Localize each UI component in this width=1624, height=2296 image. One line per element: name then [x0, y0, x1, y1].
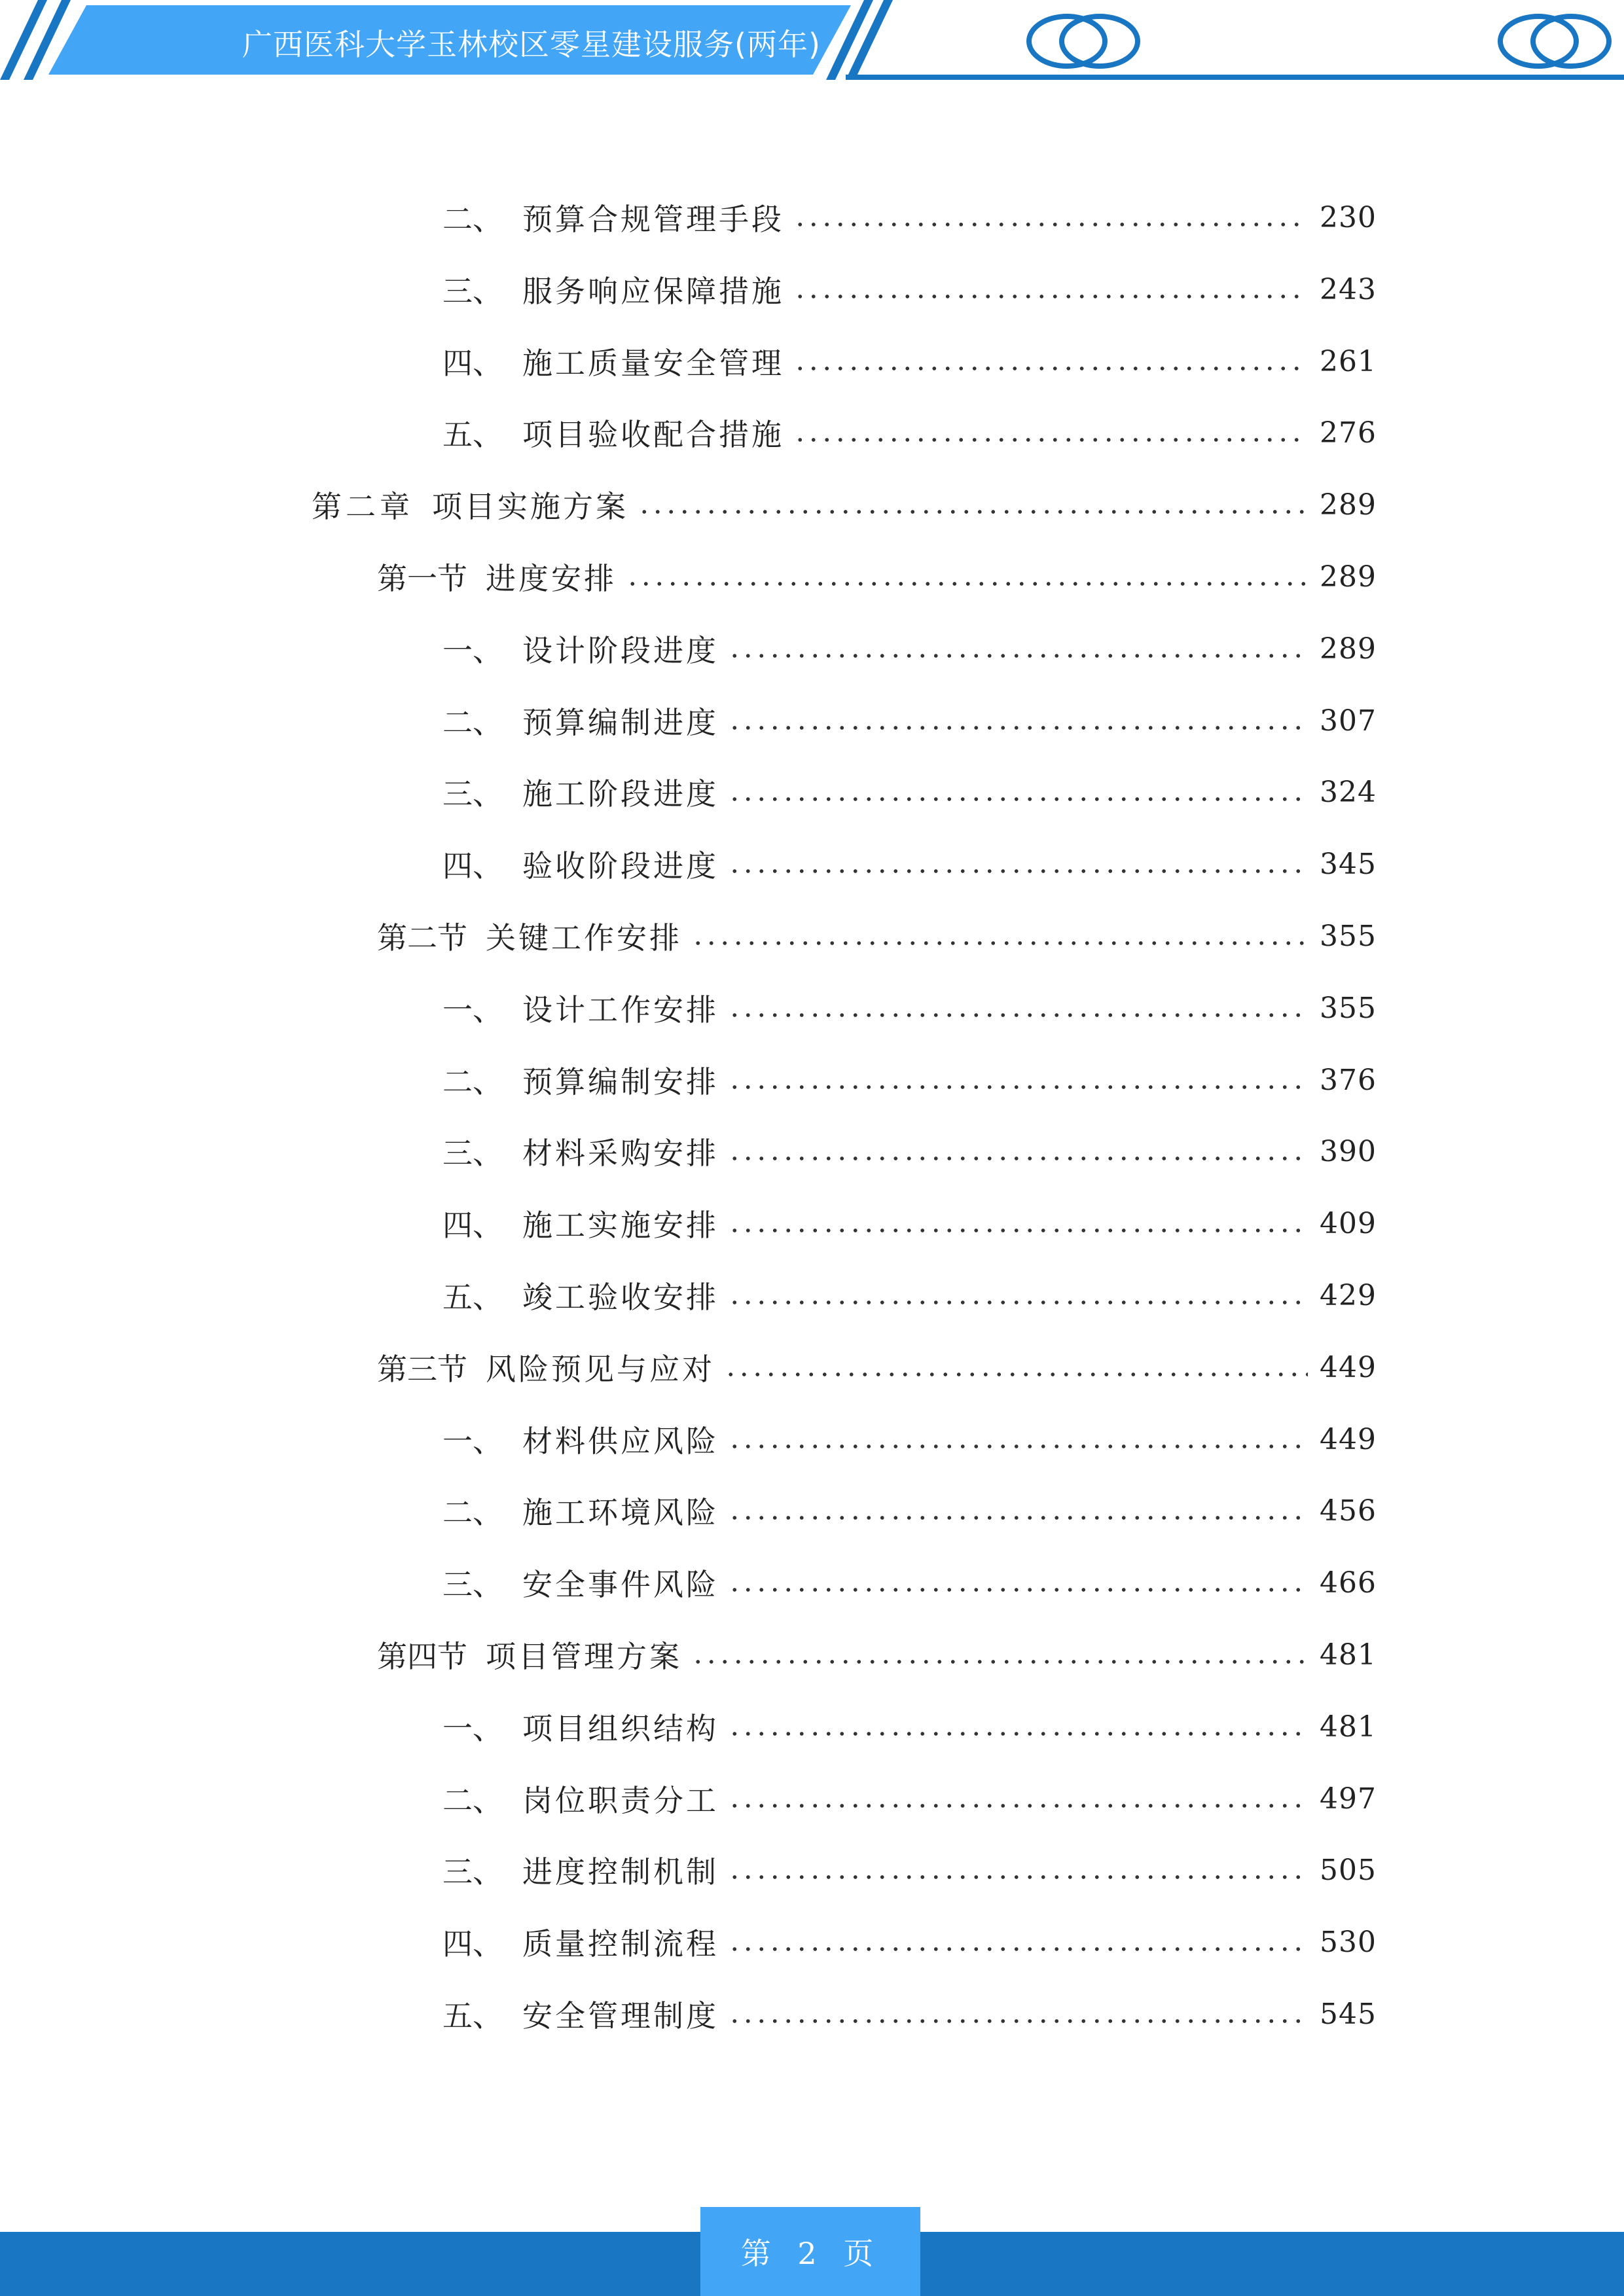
- toc-entry-number: 四、: [442, 1926, 503, 1962]
- toc-entry[interactable]: [442, 1844, 1377, 1896]
- toc-dot-leader: [691, 1659, 1308, 1664]
- toc-entry-page: 390: [1320, 1134, 1377, 1168]
- toc-entry-title: 岗位职责分工: [522, 1783, 719, 1818]
- toc-entry-title: 施工环境风险: [522, 1495, 719, 1530]
- toc-entry-page: 289: [1320, 488, 1377, 522]
- toc-dot-leader: [724, 1372, 1308, 1377]
- toc-entry[interactable]: [442, 838, 1377, 890]
- toc-entry[interactable]: [442, 766, 1377, 818]
- toc-entry[interactable]: [442, 1269, 1377, 1321]
- toc-entry[interactable]: [442, 1413, 1377, 1465]
- page-header: [0, 0, 1624, 85]
- toc-dot-leader: [728, 1946, 1308, 1952]
- toc-entry[interactable]: [442, 1484, 1377, 1537]
- toc-entry-number: 五、: [442, 417, 503, 452]
- toc-entry-number: 二、: [442, 1495, 503, 1530]
- toc-dot-leader: [793, 294, 1308, 299]
- toc-entry[interactable]: [442, 694, 1377, 747]
- header-rings-logo-icon: [1021, 12, 1146, 71]
- toc-entry-number: 二、: [442, 705, 503, 740]
- toc-entry-title: 施工质量安全管理: [522, 346, 784, 381]
- header-bottom-rule: [846, 75, 1624, 80]
- toc-entry-title: 项目管理方案: [486, 1639, 682, 1674]
- toc-entry-title: 进度控制机制: [522, 1854, 719, 1890]
- toc-entry-number: 四、: [442, 346, 503, 381]
- toc-entry-page: 466: [1320, 1566, 1377, 1600]
- toc-entry-title: 进度安排: [486, 561, 617, 596]
- toc-entry-number: 五、: [442, 1280, 503, 1315]
- toc-entry-number: 第二节: [377, 920, 467, 956]
- toc-dot-leader: [728, 797, 1308, 802]
- toc-entry-page: 243: [1320, 272, 1377, 306]
- toc-entry-page: 497: [1320, 1782, 1377, 1816]
- toc-entry-page: 530: [1320, 1925, 1377, 1959]
- toc-dot-leader: [728, 653, 1308, 658]
- toc-dot-leader: [728, 2018, 1308, 2024]
- toc-entry-number: 第二章: [312, 489, 414, 524]
- toc-entry-page: 429: [1320, 1278, 1377, 1312]
- toc-entry[interactable]: [312, 478, 1377, 531]
- toc-entry-number: 二、: [442, 1783, 503, 1818]
- toc-entry-title: 项目验收配合措施: [522, 417, 784, 452]
- toc-entry-number: 二、: [442, 1064, 503, 1100]
- header-left-stripe-outer: [0, 0, 47, 80]
- toc-entry-page: 505: [1320, 1853, 1377, 1887]
- toc-entry-number: 三、: [442, 1854, 503, 1890]
- toc-entry-page: 324: [1320, 775, 1377, 809]
- toc-entry-title: 竣工验收安排: [522, 1280, 719, 1315]
- toc-entry-number: 三、: [442, 274, 503, 309]
- toc-entry[interactable]: [442, 1054, 1377, 1106]
- toc-entry-title: 施工阶段进度: [522, 776, 719, 812]
- toc-entry[interactable]: [442, 406, 1377, 459]
- toc-entry[interactable]: [442, 622, 1377, 675]
- toc-entry-page: 449: [1320, 1422, 1377, 1456]
- toc-entry-number: 二、: [442, 202, 503, 237]
- toc-entry-page: 307: [1320, 704, 1377, 738]
- toc-entry-title: 项目实施方案: [432, 489, 628, 524]
- toc-dot-leader: [728, 869, 1308, 874]
- toc-dot-leader: [728, 1228, 1308, 1233]
- toc-dot-leader: [728, 1300, 1308, 1305]
- toc-entry-page: 345: [1320, 847, 1377, 881]
- toc-dot-leader: [626, 581, 1308, 586]
- toc-entry-number: 一、: [442, 1424, 503, 1459]
- toc-entry-page: 289: [1320, 632, 1377, 666]
- toc-entry-number: 第一节: [377, 561, 467, 596]
- toc-dot-leader: [728, 1156, 1308, 1161]
- header-rings-logo-icon-right: [1492, 12, 1617, 71]
- toc-entry-title: 施工实施安排: [522, 1208, 719, 1243]
- toc-entry-title: 设计工作安排: [522, 992, 719, 1028]
- toc-dot-leader: [728, 1515, 1308, 1520]
- toc-entry-page: 276: [1320, 416, 1377, 450]
- toc-entry-page: 409: [1320, 1206, 1377, 1240]
- toc-entry[interactable]: [377, 1341, 1377, 1393]
- toc-entry-page: 261: [1320, 344, 1377, 378]
- toc-entry-page: 355: [1320, 991, 1377, 1025]
- toc-entry[interactable]: [442, 1988, 1377, 2040]
- toc-entry-title: 材料供应风险: [522, 1424, 719, 1459]
- toc-entry-page: 355: [1320, 919, 1377, 953]
- toc-entry[interactable]: [442, 191, 1377, 243]
- toc-entry-page: 481: [1320, 1710, 1377, 1744]
- toc-entry-number: 三、: [442, 1136, 503, 1171]
- header-title: 广西医科大学玉林校区零星建设服务(两年): [242, 27, 821, 62]
- toc-dot-leader: [793, 366, 1308, 371]
- toc-entry-title: 验收阶段进度: [522, 848, 719, 884]
- toc-entry[interactable]: [442, 1916, 1377, 1968]
- toc-dot-leader: [691, 941, 1308, 946]
- toc-entry-page: 449: [1320, 1350, 1377, 1384]
- toc-dot-leader: [793, 222, 1308, 227]
- toc-entry-number: 一、: [442, 1711, 503, 1746]
- toc-entry-number: 一、: [442, 633, 503, 668]
- toc-entry-number: 第三节: [377, 1352, 467, 1387]
- toc-entry-number: 四、: [442, 848, 503, 884]
- toc-dot-leader: [728, 725, 1308, 730]
- toc-entry-title: 预算编制进度: [522, 705, 719, 740]
- toc-entry[interactable]: [377, 910, 1377, 962]
- toc-dot-leader: [728, 1803, 1308, 1808]
- toc-entry[interactable]: [442, 982, 1377, 1034]
- toc-entry-title: 安全管理制度: [522, 1998, 719, 2034]
- page-number: 第 2 页: [700, 2207, 920, 2296]
- toc-entry[interactable]: [442, 1772, 1377, 1825]
- toc-entry-page: 456: [1320, 1494, 1377, 1528]
- toc-entry[interactable]: [442, 263, 1377, 315]
- toc-entry[interactable]: [442, 1125, 1377, 1177]
- toc-dot-leader: [728, 1085, 1308, 1090]
- toc-dot-leader: [728, 1587, 1308, 1592]
- toc-entry-title: 质量控制流程: [522, 1926, 719, 1962]
- toc-entry-title: 风险预见与应对: [486, 1352, 715, 1387]
- toc-dot-leader: [728, 1874, 1308, 1880]
- toc-entry-number: 五、: [442, 1998, 503, 2034]
- toc-dot-leader: [638, 509, 1308, 514]
- toc-entry-number: 四、: [442, 1208, 503, 1243]
- toc-entry-page: 376: [1320, 1063, 1377, 1097]
- toc-entry-title: 服务响应保障措施: [522, 274, 784, 309]
- toc-entry-page: 481: [1320, 1638, 1377, 1672]
- toc-entry[interactable]: [377, 550, 1377, 603]
- toc-dot-leader: [793, 437, 1308, 442]
- toc-entry-title: 安全事件风险: [522, 1567, 719, 1602]
- toc-entry-title: 预算编制安排: [522, 1064, 719, 1100]
- toc-entry[interactable]: [442, 1197, 1377, 1249]
- toc-dot-leader: [728, 1444, 1308, 1449]
- toc-entry-number: 一、: [442, 992, 503, 1028]
- toc-entry[interactable]: [377, 1628, 1377, 1681]
- toc-dot-leader: [728, 1013, 1308, 1018]
- toc-entry-page: 545: [1320, 1997, 1377, 2031]
- toc-entry[interactable]: [442, 1556, 1377, 1609]
- toc-entry[interactable]: [442, 1700, 1377, 1753]
- toc-entry-number: 三、: [442, 776, 503, 812]
- toc-entry-number: 三、: [442, 1567, 503, 1602]
- toc-entry-title: 关键工作安排: [486, 920, 682, 956]
- toc-dot-leader: [728, 1731, 1308, 1736]
- toc-entry-page: 230: [1320, 200, 1377, 234]
- toc-entry[interactable]: [442, 335, 1377, 387]
- toc-entry-title: 预算合规管理手段: [522, 202, 784, 237]
- toc-entry-title: 材料采购安排: [522, 1136, 719, 1171]
- toc-entry-number: 第四节: [377, 1639, 467, 1674]
- toc-entry-title: 设计阶段进度: [522, 633, 719, 668]
- toc-entry-title: 项目组织结构: [522, 1711, 719, 1746]
- toc-entry-page: 289: [1320, 560, 1377, 594]
